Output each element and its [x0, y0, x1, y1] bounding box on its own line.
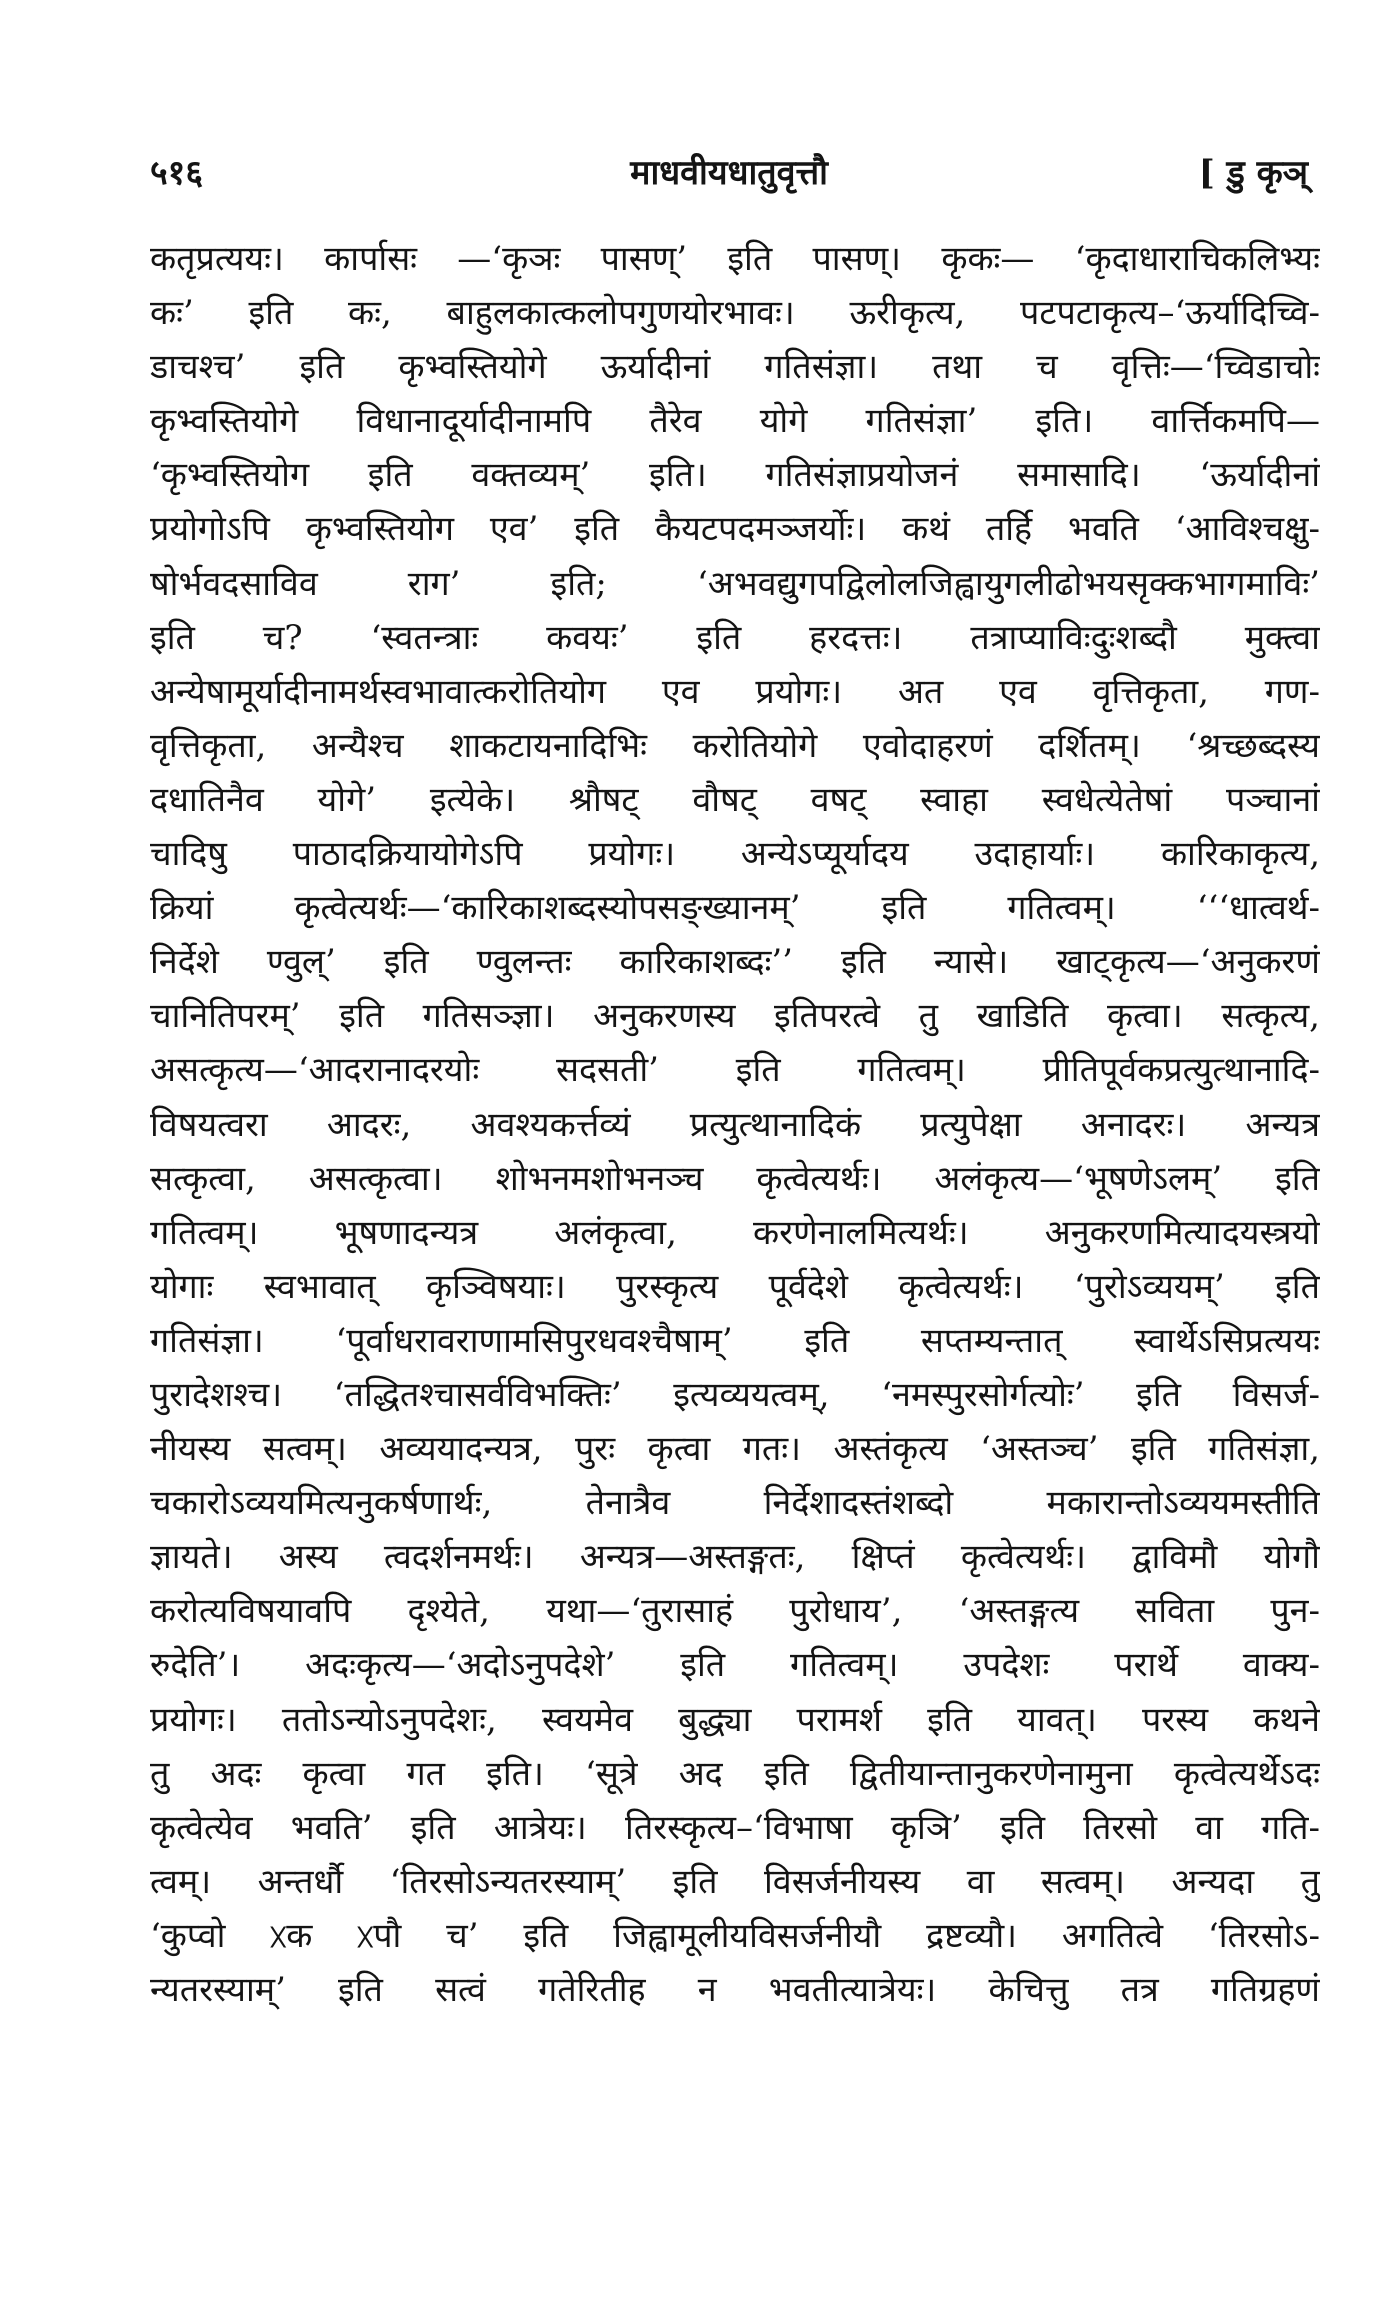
text-line: विषयत्वरा आदरः, अवश्यकर्त्तव्यं प्रत्युत्थानादिकं प्रत्युपेक्षा अनादरः। अन्यत्र [150, 1104, 1320, 1145]
text-line: गतिसंज्ञा। ‘पूर्वाधरावराणामसिपुरधवश्चैषाम्’ इति सप्तम्यन्तात् स्वार्थेऽसिप्रत्ययः [150, 1320, 1320, 1361]
running-title: माधवीयधातुवृत्तौ [630, 153, 828, 193]
text-line: त्वम्। अन्तर्धौ ‘तिरसोऽन्यतरस्याम्’ इति विसर्जनीयस्य वा सत्वम्। अन्यदा तु [150, 1861, 1320, 1902]
text-line: कः’ इति कः, बाहुलकात्कलोपगुणयोरभावः। ऊरीकृत्य, पटपटाकृत्य–‘ऊर्यादिच्वि- [150, 293, 1320, 334]
text-line: रुदेति’। अदःकृत्य—‘अदोऽनुपदेशे’ इति गतित्वम्। उपदेशः परार्थे वाक्य- [150, 1645, 1320, 1686]
text-line: ‘कृभ्वस्तियोग इति वक्तव्यम्’ इति। गतिसंज्ञाप्रयोजनं समासादि। ‘ऊर्यादीनां [150, 455, 1320, 496]
text-line: प्रयोगः। ततोऽन्योऽनुपदेशः, स्वयमेव बुद्ध्या परामर्श इति यावत्। परस्य कथने [150, 1699, 1320, 1740]
text-line: करोत्यविषयावपि दृश्येते, यथा—‘तुरासाहं पुरोधाय’, ‘अस्तङ्गत्य सविता पुन- [150, 1591, 1320, 1632]
text-line: क्रियां कृत्वेत्यर्थः—‘कारिकाशब्दस्योपसङ्ख्यानम्’ इति गतित्वम्। ‘‘‘धात्वर्थ- [150, 888, 1320, 929]
text-line: दधातिनैव योगे’ इत्येके। श्रौषट् वौषट् वषट् स्वाहा स्वधेत्येतेषां पञ्चानां [150, 779, 1320, 820]
body-text [150, 232, 1320, 2017]
text-line: ‘कुप्वो ᳵक ᳵपौ च’ इति जिह्वामूलीयविसर्जनीयौ द्रष्टव्यौ। अगतित्वे ‘तिरसोऽ- [150, 1915, 1320, 1956]
text-line: डाचश्च’ इति कृभ्वस्तियोगे ऊर्यादीनां गतिसंज्ञा। तथा च वृत्तिः—‘च्विडाचोः [150, 347, 1320, 388]
text-line: असत्कृत्य—‘आदरानादरयोः सदसती’ इति गतित्वम्। प्रीतिपूर्वकप्रत्युत्थानादि- [150, 1050, 1320, 1091]
text-line: चादिषु पाठादक्रियायोगेऽपि प्रयोगः। अन्येऽप्यूर्यादय उदाहार्याः। कारिकाकृत्य, [150, 834, 1320, 875]
text-line: अन्येषामूर्यादीनामर्थस्वभावात्करोतियोग एव प्रयोगः। अत एव वृत्तिकृता, गण- [150, 671, 1320, 712]
text-line: प्रयोगोऽपि कृभ्वस्तियोग एव’ इति कैयटपदमञ्जर्योः। कथं तर्हि भवति ‘आविश्चक्षु- [150, 509, 1320, 550]
text-line: योगाः स्वभावात् कृञ्विषयाः। पुरस्कृत्य पूर्वदेशे कृत्वेत्यर्थः। ‘पुरोऽव्ययम्’ इति [150, 1266, 1320, 1307]
text-line: कृभ्वस्तियोगे विधानादूर्यादीनामपि तैरेव योगे गतिसंज्ञा’ इति। वार्त्तिकमपि— [150, 401, 1320, 442]
text-line: चकारोऽव्ययमित्यनुकर्षणार्थः, तेनात्रैव निर्देशादस्तंशब्दो मकारान्तोऽव्ययमस्तीति [150, 1483, 1320, 1524]
text-line: गतित्वम्। भूषणादन्यत्र अलंकृत्वा, करणेनालमित्यर्थः। अनुकरणमित्यादयस्त्रयो [150, 1212, 1320, 1253]
text-line: कतृप्रत्ययः। कार्पासः —‘कृञः पासण्’ इति पासण्। कृकः— ‘कृदाधाराचिकलिभ्यः [150, 239, 1320, 279]
text-line: ज्ञायते। अस्य त्वदर्शनमर्थः। अन्यत्र—अस्तङ्गतः, क्षिप्तं कृत्वेत्यर्थः। द्वाविमौ योगौ [150, 1537, 1320, 1578]
text-line: पुरादेशश्च। ‘तद्धितश्चासर्वविभक्तिः’ इत्यव्ययत्वम्, ‘नमस्पुरसोर्गत्योः’ इति विसर्ज- [150, 1374, 1320, 1415]
page-header [150, 148, 1308, 204]
text-line: तु अदः कृत्वा गत इति। ‘सूत्रे अद इति द्वितीयान्तानुकरणेनामुना कृत्वेत्यर्थेऽदः [150, 1753, 1320, 1794]
text-line: कृत्वेत्येव भवति’ इति आत्रेयः। तिरस्कृत्य–‘विभाषा कृञि’ इति तिरसो वा गति- [150, 1807, 1320, 1848]
text-line: नीयस्य सत्वम्। अव्ययादन्यत्र, पुरः कृत्वा गतः। अस्तंकृत्य ‘अस्तञ्च’ इति गतिसंज्ञा, [150, 1429, 1320, 1470]
section-marker: [ डु कृञ् [1198, 153, 1308, 193]
text-line: सत्कृत्वा, असत्कृत्वा। शोभनमशोभनञ्च कृत्वेत्यर्थः। अलंकृत्य—‘भूषणेऽलम्’ इति [150, 1158, 1320, 1199]
text-line: न्यतरस्याम्’ इति सत्वं गतेरितीह न भवतीत्यात्रेयः। केचित्तु तत्र गतिग्रहणं [150, 1970, 1320, 2010]
page-number: ५१६ [150, 153, 204, 193]
text-line: वृत्तिकृता, अन्यैश्च शाकटायनादिभिः करोतियोगे एवोदाहरणं दर्शितम्। ‘श्रच्छब्दस्य [150, 725, 1320, 766]
text-line: इति च? ‘स्वतन्त्राः कवयः’ इति हरदत्तः। तत्राप्याविःदुःशब्दौ मुक्त्वा [150, 617, 1320, 658]
text-line: निर्देशे ण्वुल्’ इति ण्वुलन्तः कारिकाशब्दः’’ इति न्यासे। खाट्कृत्य—‘अनुकरणं [150, 942, 1320, 983]
text-line: षोर्भवदसाविव राग’ इति; ‘अभवद्युगपद्विलोलजिह्वायुगलीढोभयसृक्कभागमाविः’ [150, 563, 1320, 604]
text-line: चानितिपरम्’ इति गतिसञ्ज्ञा। अनुकरणस्य इतिपरत्वे तु खाडिति कृत्वा। सत्कृत्य, [150, 996, 1320, 1037]
